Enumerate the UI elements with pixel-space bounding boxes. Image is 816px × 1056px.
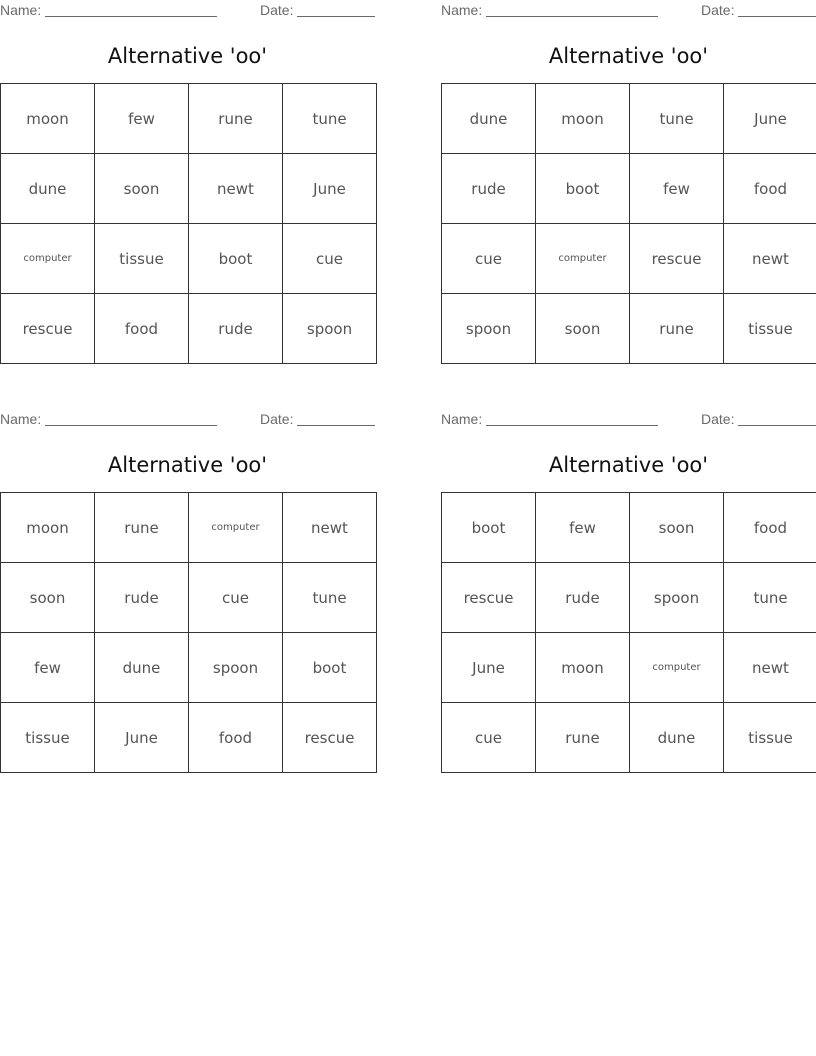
grid-cell: food — [95, 294, 189, 364]
grid-cell: rude — [189, 294, 283, 364]
grid-cell: cue — [442, 224, 536, 294]
grid-cell: soon — [1, 563, 95, 633]
bingo-card-4 — [441, 409, 816, 782]
grid-cell: food — [724, 493, 816, 563]
bingo-grid — [0, 492, 377, 773]
grid-row — [1, 703, 377, 773]
date-label: Date: — [260, 2, 294, 18]
grid-cell: newt — [724, 224, 816, 294]
grid-row — [442, 224, 816, 294]
grid-cell: rescue — [283, 703, 377, 773]
bingo-card-3 — [0, 409, 375, 782]
grid-row — [1, 84, 377, 154]
card-title: Alternative 'oo' — [107, 44, 268, 68]
grid-cell: dune — [630, 703, 724, 773]
name-label: Name: — [441, 411, 483, 427]
grid-cell: rescue — [1, 294, 95, 364]
bingo-grid — [441, 492, 816, 773]
name-date-line — [441, 411, 816, 429]
grid-cell: rude — [536, 563, 630, 633]
grid-cell: tune — [283, 563, 377, 633]
grid-cell: rune — [189, 84, 283, 154]
grid-row — [1, 633, 377, 703]
grid-cell: cue — [189, 563, 283, 633]
grid-cell: tissue — [1, 703, 95, 773]
grid-row — [442, 154, 816, 224]
bingo-card-2 — [441, 0, 816, 373]
grid-cell: moon — [1, 84, 95, 154]
date-blank-line — [738, 425, 816, 426]
grid-cell: dune — [1, 154, 95, 224]
grid-cell: rude — [442, 154, 536, 224]
grid-cell: tune — [724, 563, 816, 633]
grid-row — [442, 493, 816, 563]
grid-cell: dune — [442, 84, 536, 154]
grid-cell: soon — [536, 294, 630, 364]
grid-cell: tune — [630, 84, 724, 154]
grid-cell: boot — [442, 493, 536, 563]
name-label: Name: — [0, 411, 42, 427]
grid-cell: moon — [536, 633, 630, 703]
grid-cell: moon — [536, 84, 630, 154]
grid-cell: tissue — [724, 294, 816, 364]
grid-row — [442, 294, 816, 364]
name-date-line — [0, 2, 375, 20]
name-date-line — [441, 2, 816, 20]
grid-cell: computer — [189, 493, 283, 563]
grid-cell: rune — [630, 294, 724, 364]
grid-cell: soon — [95, 154, 189, 224]
grid-cell: tissue — [95, 224, 189, 294]
grid-cell: spoon — [442, 294, 536, 364]
grid-row — [442, 633, 816, 703]
grid-cell: rescue — [442, 563, 536, 633]
grid-cell: newt — [724, 633, 816, 703]
grid-cell: computer — [536, 224, 630, 294]
grid-cell: few — [95, 84, 189, 154]
name-blank-line — [486, 425, 658, 426]
grid-row — [1, 493, 377, 563]
grid-row — [442, 563, 816, 633]
grid-cell: dune — [95, 633, 189, 703]
card-title: Alternative 'oo' — [107, 453, 268, 477]
grid-cell: cue — [283, 224, 377, 294]
name-blank-line — [486, 16, 658, 17]
name-label: Name: — [441, 2, 483, 18]
grid-row — [442, 84, 816, 154]
date-blank-line — [297, 16, 375, 17]
grid-cell: cue — [442, 703, 536, 773]
date-label: Date: — [701, 411, 735, 427]
date-label: Date: — [260, 411, 294, 427]
grid-row — [1, 294, 377, 364]
grid-cell: tissue — [724, 703, 816, 773]
date-blank-line — [738, 16, 816, 17]
grid-cell: boot — [283, 633, 377, 703]
grid-cell: rune — [95, 493, 189, 563]
grid-cell: spoon — [189, 633, 283, 703]
grid-cell: spoon — [630, 563, 724, 633]
grid-cell: few — [1, 633, 95, 703]
name-date-line — [0, 411, 375, 429]
grid-row — [442, 703, 816, 773]
name-blank-line — [45, 16, 217, 17]
grid-cell: boot — [189, 224, 283, 294]
grid-row — [1, 224, 377, 294]
date-label: Date: — [701, 2, 735, 18]
grid-cell: moon — [1, 493, 95, 563]
grid-cell: newt — [283, 493, 377, 563]
grid-cell: June — [283, 154, 377, 224]
grid-cell: rescue — [630, 224, 724, 294]
card-title: Alternative 'oo' — [548, 44, 709, 68]
grid-cell: few — [536, 493, 630, 563]
grid-cell: June — [95, 703, 189, 773]
grid-row — [1, 563, 377, 633]
grid-cell: computer — [630, 633, 724, 703]
grid-cell: June — [442, 633, 536, 703]
grid-cell: few — [630, 154, 724, 224]
grid-cell: June — [724, 84, 816, 154]
name-label: Name: — [0, 2, 42, 18]
name-blank-line — [45, 425, 217, 426]
grid-cell: spoon — [283, 294, 377, 364]
grid-cell: tune — [283, 84, 377, 154]
card-title: Alternative 'oo' — [548, 453, 709, 477]
grid-cell: food — [724, 154, 816, 224]
bingo-card-1 — [0, 0, 375, 373]
grid-cell: newt — [189, 154, 283, 224]
bingo-grid — [0, 83, 377, 364]
grid-cell: rude — [95, 563, 189, 633]
grid-cell: food — [189, 703, 283, 773]
grid-row — [1, 154, 377, 224]
date-blank-line — [297, 425, 375, 426]
grid-cell: computer — [1, 224, 95, 294]
grid-cell: boot — [536, 154, 630, 224]
bingo-grid — [441, 83, 816, 364]
grid-cell: soon — [630, 493, 724, 563]
grid-cell: rune — [536, 703, 630, 773]
